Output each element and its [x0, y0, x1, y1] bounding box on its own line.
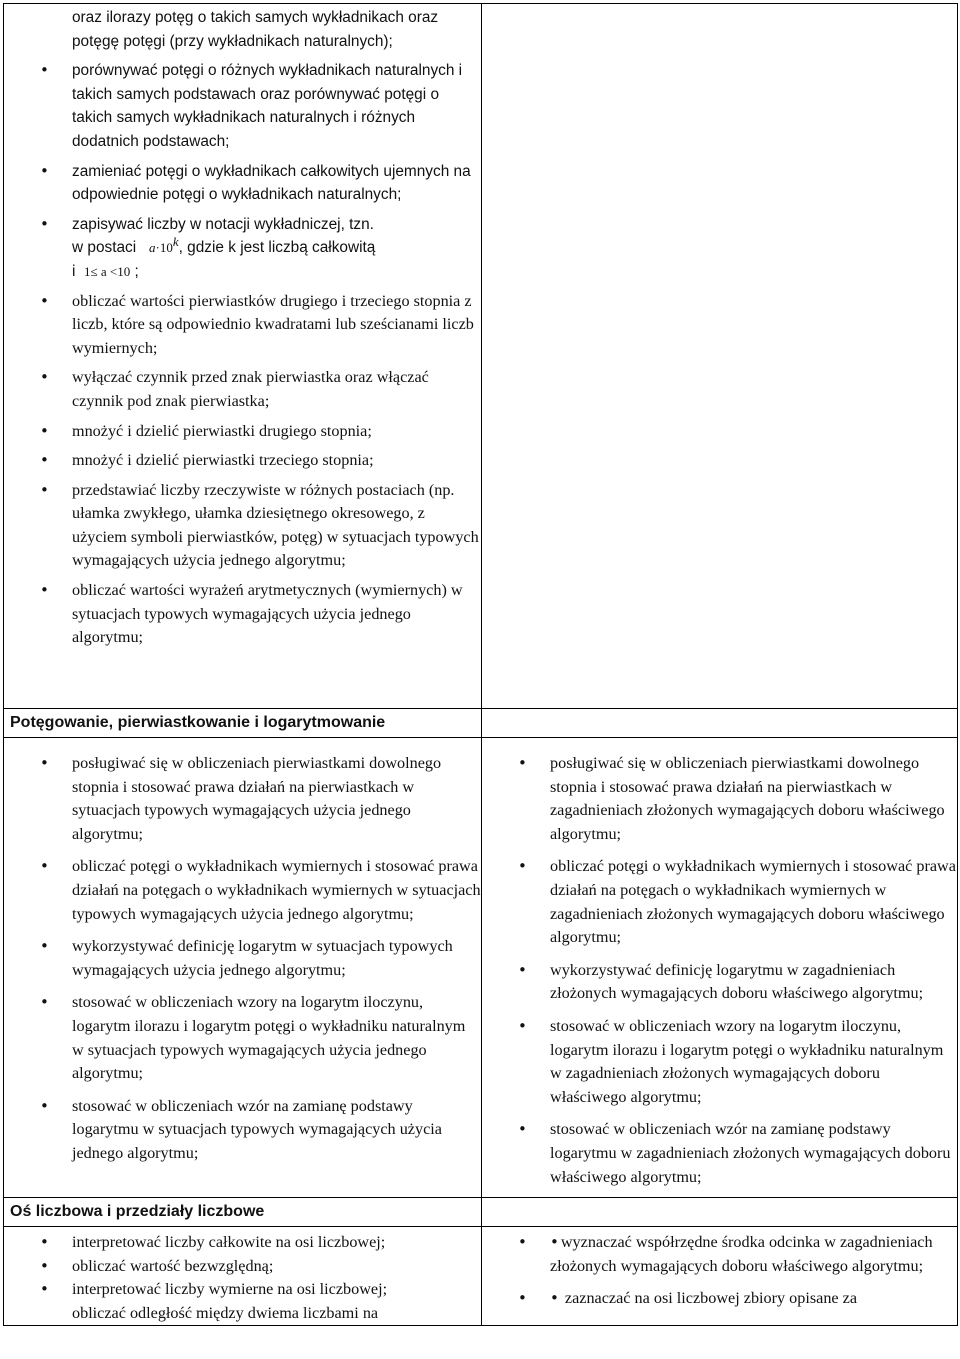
- list-item: oraz ilorazy potęg o takich samych wykładnikach oraz potęgę potęgi (przy wykładnikach naturalnych);: [72, 9, 439, 50]
- list-item: • posługiwać się w obliczeniach pierwiastkami dowolnego stopnia i stosować prawa działań na pierwiastkach w sytuacjach typowych wymagających użycia jednego algorytmu;: [4, 752, 481, 846]
- notation-suffix: , gdzie k jest liczbą całkowitą: [178, 239, 376, 257]
- list-item: [482, 1287, 957, 1311]
- document-page: [3, 3, 957, 1359]
- list-item: • stosować w obliczeniach wzór na zamianę podstawy logarytmu w sytuacjach typowych wymagających użycia jednego algorytmu;: [4, 1095, 481, 1166]
- list-item: • mnożyć i dzielić pierwiastki drugiego stopnia;: [4, 420, 481, 444]
- table-row: [4, 738, 958, 1198]
- bullet-list: [4, 1231, 481, 1325]
- table-row: [4, 4, 958, 709]
- list-item: • obliczać wartość bezwzględną;: [4, 1255, 481, 1279]
- list-item: • stosować w obliczeniach wzór na zamianę podstawy logarytmu w zagadnieniach złożonych wymagających doboru właściwego algorytmu;: [482, 1118, 957, 1189]
- notation-line2-prefix: i: [72, 262, 76, 280]
- list-item: • interpretować liczby całkowite na osi liczbowej;: [4, 1231, 481, 1255]
- list-item: • obliczać potęgi o wykładnikach wymiernych i stosować prawa działań na potęgach o wykładnikach wymiernych w sytuacjach typowych wymagających użycia jednego algorytmu;: [4, 855, 481, 926]
- table-row: [4, 1227, 958, 1326]
- list-item: • wykorzystywać definicję logarytmu w zagadnieniach złożonych wymagających doboru właściwego algorytmu;: [482, 959, 957, 1006]
- notation-k: k: [172, 234, 179, 250]
- list-item-text: zaznaczać na osi liczbowej zbiory opisane za: [564, 1289, 858, 1308]
- bullet-list: [4, 752, 481, 1166]
- list-item: • stosować w obliczeniach wzory na logarytm iloczynu, logarytm ilorazu i logarytm potęgi o wykładniku naturalnym w zagadnieniach złożonych wymagających doboru właściwego algorytmu;: [482, 1015, 957, 1109]
- notation-prefix: w postaci: [72, 239, 137, 257]
- list-item: obliczać odległość między dwiema liczbami na: [72, 1303, 379, 1322]
- requirements-table: [3, 3, 958, 1326]
- notation-item: [4, 236, 481, 283]
- section-header-row: [4, 1198, 958, 1227]
- bullet-list: [482, 752, 957, 1189]
- section-title: Potęgowanie, pierwiastkowanie i logarytmowanie: [4, 709, 482, 738]
- bullet-list: [482, 1231, 957, 1311]
- list-item: • stosować w obliczeniach wzory na logarytm iloczynu, logarytm ilorazu i logarytm potęgi o wykładniku naturalnym w sytuacjach typowych wymagających użycia jednego algorytmu;: [4, 991, 481, 1085]
- notation-a: a: [148, 240, 156, 256]
- bullet-list: [4, 6, 481, 650]
- list-item: [482, 1231, 957, 1278]
- list-item: • zamieniać potęgi o wykładnikach całkowitych ujemnych na odpowiednie potęgi o wykładnikach naturalnych;: [4, 160, 481, 207]
- inline-bullet-icon: •: [550, 1233, 559, 1252]
- section-header-row: [4, 709, 958, 738]
- section2-left-cell: [4, 1227, 482, 1326]
- list-item: • przedstawiać liczby rzeczywiste w różnych postaciach (np. ułamka zwykłego, ułamka dziesiętnego okresowego, z użyciem symboli pierwiastków, potęg) w sytuacjach typowych wymagających użycia jednego algorytmu;: [4, 479, 481, 573]
- list-item: • obliczać wartości wyrażeń arytmetycznych (wymiernych) w sytuacjach typowych wymagających użycia jednego algorytmu;: [4, 579, 481, 650]
- list-item: • zapisywać liczby w notacji wykładniczej, tzn.: [4, 213, 481, 237]
- list-item: • obliczać potęgi o wykładnikach wymiernych i stosować prawa działań na potęgach o wykładnikach wymiernych w zagadnieniach złożonych wymagających doboru właściwego algorytmu;: [482, 855, 957, 949]
- inline-bullet-icon: •: [550, 1289, 559, 1308]
- section1-right-cell: [482, 738, 958, 1198]
- section2-right-cell: [482, 1227, 958, 1326]
- list-item-text: wyznaczać współrzędne środka odcinka w zagadnieniach złożonych wymagających doboru właściwego algorytmu;: [550, 1233, 933, 1275]
- list-item: • obliczać wartości pierwiastków drugiego i trzeciego stopnia z liczb, które są odpowiednio kwadratami lub sześcianami liczb wymiernych;: [4, 290, 481, 361]
- top-left-cell: [4, 4, 482, 709]
- notation-ten: ·10: [155, 240, 173, 256]
- list-item: • interpretować liczby wymierne na osi liczbowej;: [4, 1278, 481, 1302]
- list-item: • mnożyć i dzielić pierwiastki trzeciego stopnia;: [4, 449, 481, 473]
- top-right-cell: [482, 4, 958, 709]
- list-item: • porównywać potęgi o różnych wykładnikach naturalnych i takich samych podstawach oraz porównywać potęgi o takich samych wykładnikach naturalnych i różnych dodatnich podstawach;: [4, 59, 481, 153]
- list-item: • wyłączać czynnik przed znak pierwiastka oraz włączać czynnik pod znak pierwiastka;: [4, 366, 481, 413]
- section1-left-cell: [4, 738, 482, 1198]
- section-title-empty-cell: [482, 709, 958, 738]
- list-item: • wykorzystywać definicję logarytm w sytuacjach typowych wymagających użycia jednego algorytmu;: [4, 935, 481, 982]
- notation-inequality: 1≤ a <10: [83, 263, 131, 279]
- section-title-empty-cell: [482, 1198, 958, 1227]
- section-title: Oś liczbowa i przedziały liczbowe: [4, 1198, 482, 1227]
- list-item: • posługiwać się w obliczeniach pierwiastkami dowolnego stopnia i stosować prawa działań na pierwiastkach w zagadnieniach złożonych wymagających doboru właściwego algorytmu;: [482, 752, 957, 846]
- notation-line2-suffix: ;: [134, 262, 139, 280]
